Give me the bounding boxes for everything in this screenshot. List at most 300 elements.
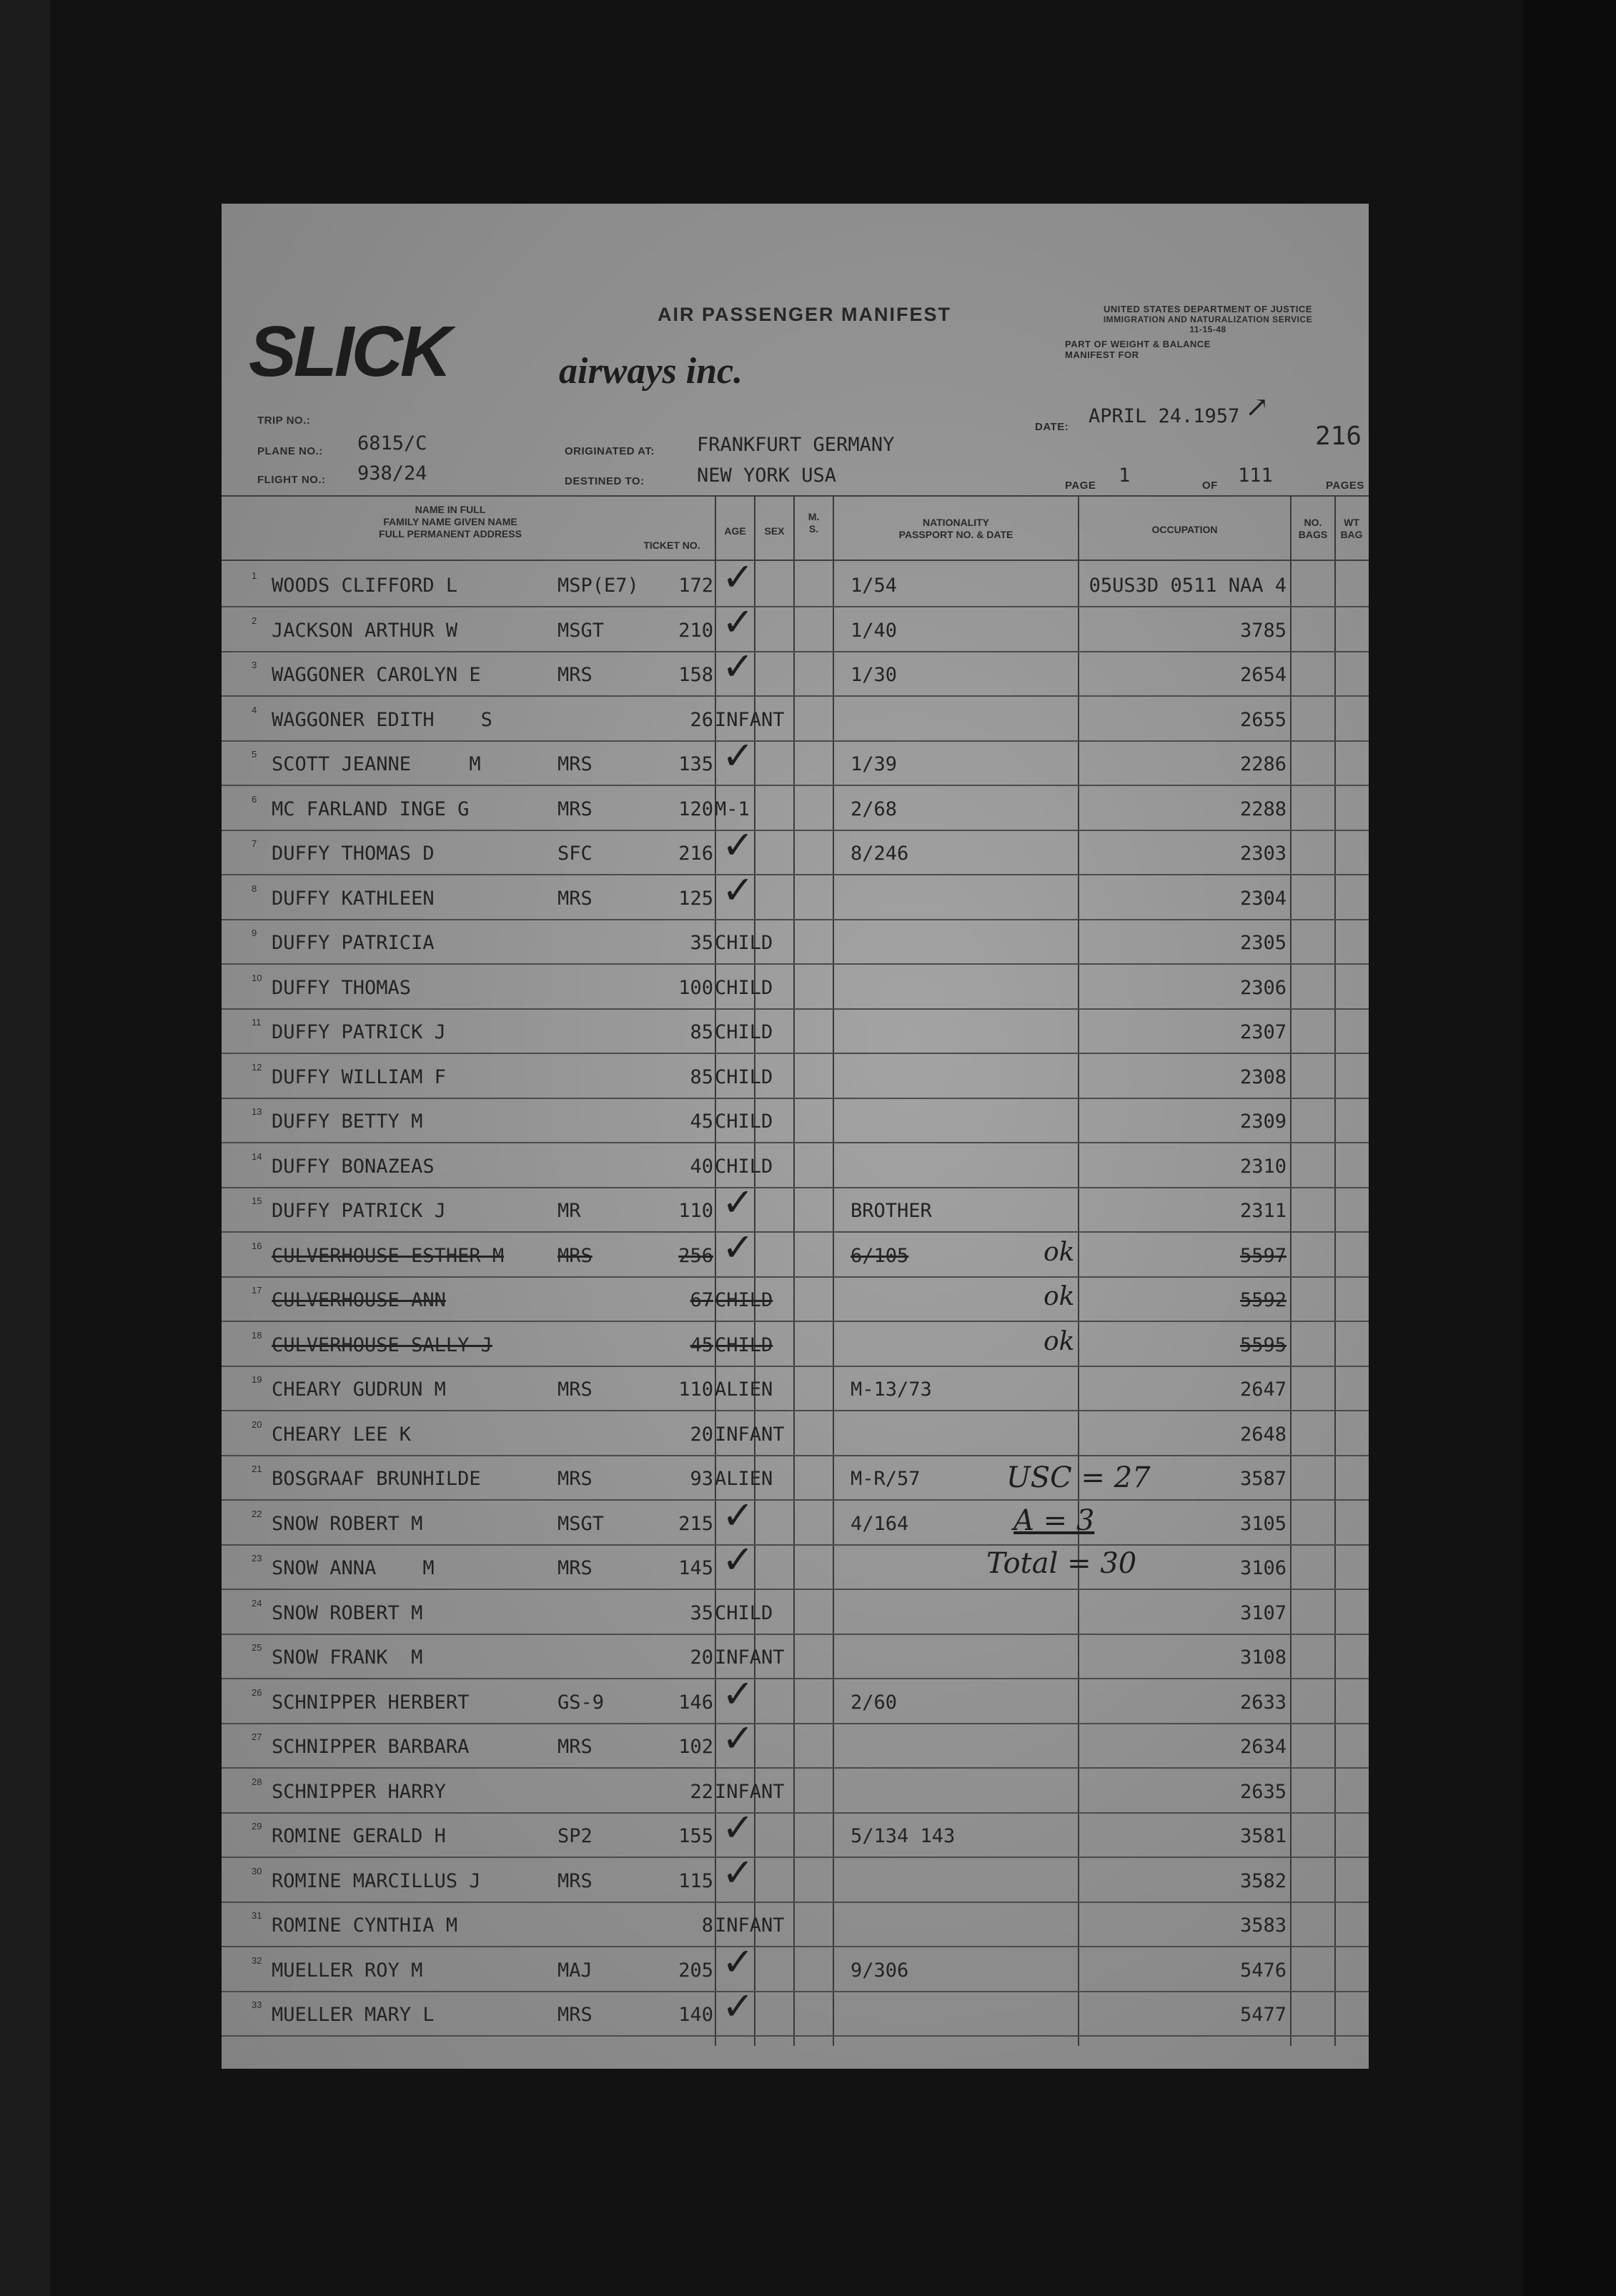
passenger-name: WAGGONER EDITH S [272, 708, 492, 731]
passport-info: BROTHER [851, 1200, 932, 1222]
passenger-name: SCHNIPPER BARBARA [272, 1736, 470, 1758]
row-rule [222, 1723, 1369, 1724]
passenger-title: MRS [557, 2004, 593, 2026]
ticket-number: 102 [678, 1736, 713, 1758]
occupation-code: 2655 [1239, 708, 1287, 731]
occupation-code: 2311 [1239, 1200, 1287, 1222]
passenger-title: SFC [557, 843, 593, 865]
age-category: CHILD [715, 1065, 773, 1088]
passenger-title: MRS [557, 1468, 593, 1490]
row-rule [222, 1008, 1369, 1010]
page-number: 1 [1119, 464, 1131, 487]
table-top-rule [222, 495, 1369, 497]
trip-label: TRIP NO.: [257, 414, 311, 427]
scan-border-left [0, 0, 50, 2296]
row-number: 18 [252, 1329, 262, 1341]
table-row [222, 922, 1369, 966]
row-rule [222, 963, 1369, 965]
row-number: 11 [252, 1017, 262, 1028]
passenger-name: SCHNIPPER HARRY [272, 1780, 446, 1803]
row-rule [222, 1366, 1369, 1367]
ok-note: ok [1044, 1237, 1075, 1267]
row-rule [222, 1589, 1369, 1590]
passenger-title: MRS [557, 1736, 593, 1758]
ticket-number: 210 [678, 619, 713, 642]
row-number: 6 [252, 793, 257, 805]
pages-label: PAGES [1326, 479, 1364, 492]
passenger-title: MRS [557, 664, 593, 686]
row-number: 20 [252, 1418, 262, 1430]
ticket-number: 125 [678, 887, 713, 910]
row-rule [222, 1767, 1369, 1769]
row-rule [222, 1231, 1369, 1233]
occupation-code: 5597 [1239, 1244, 1287, 1267]
row-number: 23 [252, 1553, 262, 1564]
occupation-code: 5595 [1239, 1333, 1287, 1356]
ticket-number: 67 [690, 1289, 713, 1311]
passenger-name: ROMINE MARCILLUS J [272, 1869, 481, 1892]
plane-label: PLANE NO.: [257, 445, 323, 457]
passenger-name: CULVERHOUSE ESTHER M [272, 1244, 505, 1267]
occupation-code: 3105 [1239, 1512, 1287, 1535]
age-category: ALIEN [715, 1378, 773, 1401]
passenger-name: CULVERHOUSE ANN [272, 1289, 446, 1311]
row-number: 14 [252, 1151, 262, 1162]
ticket-number: 85 [690, 1065, 713, 1088]
check-mark-icon: ✓ [722, 1180, 755, 1225]
occupation-code: 5477 [1239, 2004, 1287, 2026]
passenger-name: ROMINE CYNTHIA M [272, 1914, 458, 1937]
check-mark-icon: ✓ [722, 555, 755, 600]
row-number: 7 [252, 838, 257, 849]
ticket-number: 40 [690, 1155, 713, 1178]
row-number: 1 [252, 570, 257, 581]
row-rule [222, 1634, 1369, 1635]
occupation-code: 2647 [1239, 1378, 1287, 1401]
ticket-number: 146 [678, 1691, 713, 1714]
passenger-name: MUELLER ROY M [272, 1959, 423, 1982]
ticket-number: 158 [678, 664, 713, 686]
row-number: 2 [252, 615, 257, 626]
ticket-number: 145 [678, 1557, 713, 1579]
row-rule [222, 1544, 1369, 1546]
row-number: 27 [252, 1731, 262, 1742]
row-rule [222, 695, 1369, 697]
table-row [222, 1279, 1369, 1323]
row-number: 28 [252, 1776, 262, 1787]
table-row [222, 1805, 1369, 1859]
passenger-name: SCOTT JEANNE M [272, 753, 481, 775]
col-header-sex: SEX [764, 525, 785, 537]
ok-note: ok [1044, 1326, 1075, 1356]
ticket-number: 205 [678, 1959, 713, 1982]
passenger-name: BOSGRAAF BRUNHILDE [272, 1468, 481, 1490]
tally-alien: A = 3 [1013, 1504, 1095, 1537]
table-row [222, 1671, 1369, 1726]
occupation-code: 5476 [1239, 1959, 1287, 1982]
table-row [222, 599, 1369, 654]
table-row [222, 1413, 1369, 1458]
passenger-name: JACKSON ARTHUR W [272, 619, 458, 642]
passenger-name: DUFFY THOMAS [272, 976, 412, 999]
row-rule [222, 785, 1369, 786]
flight-number: 938/24 [357, 462, 427, 484]
ticket-number: 20 [690, 1423, 713, 1446]
passenger-title: MAJ [557, 1959, 593, 1982]
occupation-code: 2309 [1239, 1110, 1287, 1133]
passenger-title: MRS [557, 1869, 593, 1892]
age-category: CHILD [715, 1333, 773, 1356]
row-number: 33 [252, 1999, 262, 2010]
passenger-title: MRS [557, 1378, 593, 1401]
of-label: OF [1202, 479, 1218, 492]
check-mark-icon: ✓ [722, 1492, 755, 1538]
col-header-marital: M. S. [808, 511, 820, 535]
occupation-code: 05US3D 0511 NAA 4 [1089, 575, 1287, 597]
table-row [222, 1771, 1369, 1815]
row-number: 31 [252, 1910, 262, 1921]
date-label: DATE: [1035, 421, 1069, 433]
age-category: CHILD [715, 1110, 773, 1133]
age-category: INFANT [715, 1914, 785, 1937]
occupation-code: 2633 [1239, 1691, 1287, 1714]
table-row [222, 1458, 1369, 1502]
passenger-name: SCHNIPPER HERBERT [272, 1691, 470, 1714]
check-mark-icon: ✓ [722, 867, 755, 913]
occupation-code: 2305 [1239, 932, 1287, 954]
passenger-title: MRS [557, 1557, 593, 1579]
passenger-name: SNOW FRANK M [272, 1646, 423, 1669]
ok-note: ok [1044, 1282, 1075, 1311]
ticket-number: 26 [690, 708, 713, 731]
passenger-title: SP2 [557, 1825, 593, 1847]
row-rule [222, 740, 1369, 742]
table-row [222, 967, 1369, 1011]
row-number: 26 [252, 1686, 262, 1698]
stamp-number: 216 [1315, 422, 1362, 451]
passenger-title: MSP(E7) [557, 575, 639, 597]
col-header-bags: NO. BAGS [1298, 517, 1328, 540]
row-rule [222, 1499, 1369, 1501]
originated-at: FRANKFURT GERMANY [697, 434, 895, 456]
passport-info: M-13/73 [851, 1378, 932, 1401]
passenger-name: MUELLER MARY L [272, 2004, 435, 2026]
table-row [222, 1324, 1369, 1368]
ticket-number: 45 [690, 1110, 713, 1133]
scan-border-right [1523, 0, 1616, 2296]
passenger-name: DUFFY BETTY M [272, 1110, 423, 1133]
row-number: 4 [252, 704, 257, 715]
check-mark-icon: ✓ [722, 1224, 755, 1270]
occupation-code: 2304 [1239, 887, 1287, 910]
occupation-code: 2286 [1239, 753, 1287, 775]
row-number: 12 [252, 1061, 262, 1073]
age-category: INFANT [715, 708, 785, 731]
row-rule [222, 2035, 1369, 2037]
row-rule [222, 1946, 1369, 1947]
occupation-code: 3582 [1239, 1869, 1287, 1892]
passenger-title: MRS [557, 797, 593, 820]
col-header-occupation: OCCUPATION [1151, 524, 1218, 535]
table-row [222, 867, 1369, 922]
occupation-code: 2654 [1239, 664, 1287, 686]
check-mark-icon: ✓ [722, 644, 755, 689]
row-rule [222, 1053, 1369, 1054]
occupation-code: 2307 [1239, 1021, 1287, 1043]
age-category: INFANT [715, 1423, 785, 1446]
table-row [222, 823, 1369, 877]
col-header-weight: WT BAG [1340, 517, 1363, 540]
col-header-age: AGE [724, 525, 746, 537]
row-rule [222, 1410, 1369, 1411]
table-row [222, 1849, 1369, 1904]
ticket-number: 120 [678, 797, 713, 820]
row-number: 5 [252, 749, 257, 760]
table-row [222, 1716, 1369, 1770]
age-category: CHILD [715, 976, 773, 999]
row-rule [222, 1455, 1369, 1456]
table-row [222, 1939, 1369, 1994]
occupation-code: 3107 [1239, 1601, 1287, 1624]
form-title: AIR PASSENGER MANIFEST [658, 304, 952, 325]
passenger-name: DUFFY PATRICIA [272, 932, 435, 954]
occupation-code: 2306 [1239, 976, 1287, 999]
check-mark-icon: ✓ [722, 1716, 755, 1761]
table-row [222, 1224, 1369, 1279]
check-mark-icon: ✓ [722, 823, 755, 868]
row-rule [222, 1142, 1369, 1143]
department-block: UNITED STATES DEPARTMENT OF JUSTICE IMMIGRATION AND NATURALIZATION SERVICE 11-15-48 PART OF WEIGHT & BALANCE MANIFEST FOR [1065, 304, 1313, 360]
table-row [222, 788, 1369, 833]
occupation-code: 3587 [1239, 1468, 1287, 1490]
ticket-number: 93 [690, 1468, 713, 1490]
row-number: 30 [252, 1865, 262, 1877]
passenger-title: MRS [557, 887, 593, 910]
row-rule [222, 1321, 1369, 1322]
ticket-number: 35 [690, 932, 713, 954]
ticket-number: 110 [678, 1378, 713, 1401]
passenger-title: MR [557, 1200, 581, 1222]
passenger-name: CHEARY GUDRUN M [272, 1378, 446, 1401]
ticket-number: 216 [678, 843, 713, 865]
row-rule [222, 651, 1369, 652]
date-arrow: ↗ [1245, 391, 1269, 424]
age-category: CHILD [715, 1289, 773, 1311]
table-row [222, 1984, 1369, 2038]
row-number: 22 [252, 1508, 262, 1519]
row-rule [222, 1678, 1369, 1679]
occupation-code: 2635 [1239, 1780, 1287, 1803]
company-logo: SLICK [249, 312, 449, 392]
ticket-number: 20 [690, 1646, 713, 1669]
row-rule [222, 830, 1369, 831]
passport-info: 1/30 [851, 664, 898, 686]
row-rule [222, 1857, 1369, 1858]
check-mark-icon: ✓ [722, 1671, 755, 1716]
age-category: INFANT [715, 1780, 785, 1803]
age-category: INFANT [715, 1646, 785, 1669]
ticket-number: 172 [678, 575, 713, 597]
check-mark-icon: ✓ [722, 599, 755, 645]
passenger-name: DUFFY BONAZEAS [272, 1155, 435, 1178]
table-row [222, 1368, 1369, 1413]
row-rule [222, 1812, 1369, 1814]
occupation-code: 3106 [1239, 1557, 1287, 1579]
row-rule [222, 1902, 1369, 1903]
row-number: 13 [252, 1106, 262, 1117]
age-category: CHILD [715, 932, 773, 954]
manifest-sheet [222, 204, 1369, 2069]
passport-info: 5/134 143 [851, 1825, 956, 1847]
occupation-code: 3785 [1239, 619, 1287, 642]
occupation-code: 2288 [1239, 797, 1287, 820]
table-row [222, 1537, 1369, 1591]
row-number: 32 [252, 1954, 262, 1966]
table-row [222, 1636, 1369, 1681]
table-row [222, 1904, 1369, 1949]
row-rule [222, 1098, 1369, 1099]
ticket-number: 115 [678, 1869, 713, 1892]
tally-usc: USC = 27 [1006, 1461, 1151, 1494]
age-category: ALIEN [715, 1468, 773, 1490]
age-category: CHILD [715, 1021, 773, 1043]
row-number: 29 [252, 1821, 262, 1832]
passport-info: 4/164 [851, 1512, 909, 1535]
plane-number: 6815/C [357, 432, 427, 454]
check-mark-icon: ✓ [722, 1537, 755, 1582]
age-category: M-1 [715, 797, 750, 820]
row-number: 9 [252, 928, 257, 938]
company-suffix: airways inc. [559, 351, 743, 392]
passenger-name: DUFFY WILLIAM F [272, 1065, 446, 1088]
row-number: 19 [252, 1374, 262, 1385]
table-row [222, 1100, 1369, 1145]
passenger-name: DUFFY KATHLEEN [272, 887, 435, 910]
ticket-number: 110 [678, 1200, 713, 1222]
destined-to: NEW YORK USA [697, 464, 837, 487]
passenger-name: SNOW ANNA M [272, 1557, 435, 1579]
row-number: 10 [252, 972, 262, 983]
table-header-rule [222, 560, 1369, 561]
check-mark-icon: ✓ [722, 1984, 755, 2029]
passport-info: 1/54 [851, 575, 898, 597]
total-pages: 111 [1238, 464, 1273, 487]
destined-label: DESTINED TO: [565, 475, 645, 487]
passenger-name: SNOW ROBERT M [272, 1601, 423, 1624]
check-mark-icon: ✓ [722, 1849, 755, 1895]
check-mark-icon: ✓ [722, 1939, 755, 1984]
passenger-title: MSGT [557, 1512, 605, 1535]
occupation-code: 2308 [1239, 1065, 1287, 1088]
occupation-code: 5592 [1239, 1289, 1287, 1311]
occupation-code: 3581 [1239, 1825, 1287, 1847]
row-rule [222, 1991, 1369, 1992]
table-row [222, 1011, 1369, 1055]
passenger-title: MRS [557, 1244, 593, 1267]
passenger-name: DUFFY THOMAS D [272, 843, 435, 865]
passport-info: 2/60 [851, 1691, 898, 1714]
passenger-title: GS-9 [557, 1691, 605, 1714]
table-row [222, 1145, 1369, 1190]
row-number: 16 [252, 1240, 262, 1251]
row-number: 17 [252, 1285, 262, 1296]
passport-info: 1/39 [851, 753, 898, 775]
passport-info: 2/68 [851, 797, 898, 820]
manifest-date: APRIL 24.1957 [1089, 405, 1240, 427]
table-row [222, 1056, 1369, 1100]
occupation-code: 3108 [1239, 1646, 1287, 1669]
passenger-name: SNOW ROBERT M [272, 1512, 423, 1535]
passenger-name: ROMINE GERALD H [272, 1825, 446, 1847]
col-header-nationality: NATIONALITY PASSPORT NO. & DATE [898, 517, 1013, 540]
passenger-name: DUFFY PATRICK J [272, 1021, 446, 1043]
row-rule [222, 1187, 1369, 1188]
col-header-name: NAME IN FULL FAMILY NAME GIVEN NAME FULL PERMANENT ADDRESS [379, 504, 522, 540]
check-mark-icon: ✓ [722, 733, 755, 778]
table-row [222, 733, 1369, 787]
passport-info: 1/40 [851, 619, 898, 642]
passenger-name: CHEARY LEE K [272, 1423, 412, 1446]
age-category: CHILD [715, 1601, 773, 1624]
row-number: 15 [252, 1196, 262, 1206]
occupation-code: 2310 [1239, 1155, 1287, 1178]
passenger-name: WOODS CLIFFORD L [272, 575, 458, 597]
originated-label: ORIGINATED AT: [565, 445, 655, 457]
col-header-ticket: TICKET NO. [643, 540, 700, 551]
passport-info: 8/246 [851, 843, 909, 865]
ticket-number: 215 [678, 1512, 713, 1535]
passenger-name: MC FARLAND INGE G [272, 797, 470, 820]
passenger-title: MRS [557, 753, 593, 775]
ticket-number: 135 [678, 753, 713, 775]
table-row [222, 1592, 1369, 1636]
row-rule [222, 874, 1369, 875]
flight-label: FLIGHT NO.: [257, 474, 326, 486]
table-row [222, 555, 1369, 609]
passport-info: 9/306 [851, 1959, 909, 1982]
passport-info: M-R/57 [851, 1468, 921, 1490]
ticket-number: 155 [678, 1825, 713, 1847]
row-number: 25 [252, 1642, 262, 1653]
occupation-code: 2634 [1239, 1736, 1287, 1758]
ticket-number: 8 [701, 1914, 713, 1937]
occupation-code: 2303 [1239, 843, 1287, 865]
row-rule [222, 919, 1369, 920]
ticket-number: 256 [678, 1244, 713, 1267]
occupation-code: 3583 [1239, 1914, 1287, 1937]
table-row [222, 1180, 1369, 1234]
passport-info: 6/105 [851, 1244, 909, 1267]
row-number: 24 [252, 1597, 262, 1609]
table-row [222, 644, 1369, 698]
tally-total: Total = 30 [986, 1547, 1137, 1580]
passenger-name: CULVERHOUSE SALLY J [272, 1333, 492, 1356]
ticket-number: 35 [690, 1601, 713, 1624]
row-rule [222, 606, 1369, 607]
passenger-title: MSGT [557, 619, 605, 642]
page-label: PAGE [1065, 479, 1096, 492]
ticket-number: 85 [690, 1021, 713, 1043]
row-number: 3 [252, 660, 257, 670]
ticket-number: 140 [678, 2004, 713, 2026]
age-category: CHILD [715, 1155, 773, 1178]
passenger-name: WAGGONER CAROLYN E [272, 664, 481, 686]
ticket-number: 100 [678, 976, 713, 999]
table-row [222, 1492, 1369, 1547]
check-mark-icon: ✓ [722, 1805, 755, 1850]
occupation-code: 2648 [1239, 1423, 1287, 1446]
row-number: 8 [252, 883, 257, 894]
